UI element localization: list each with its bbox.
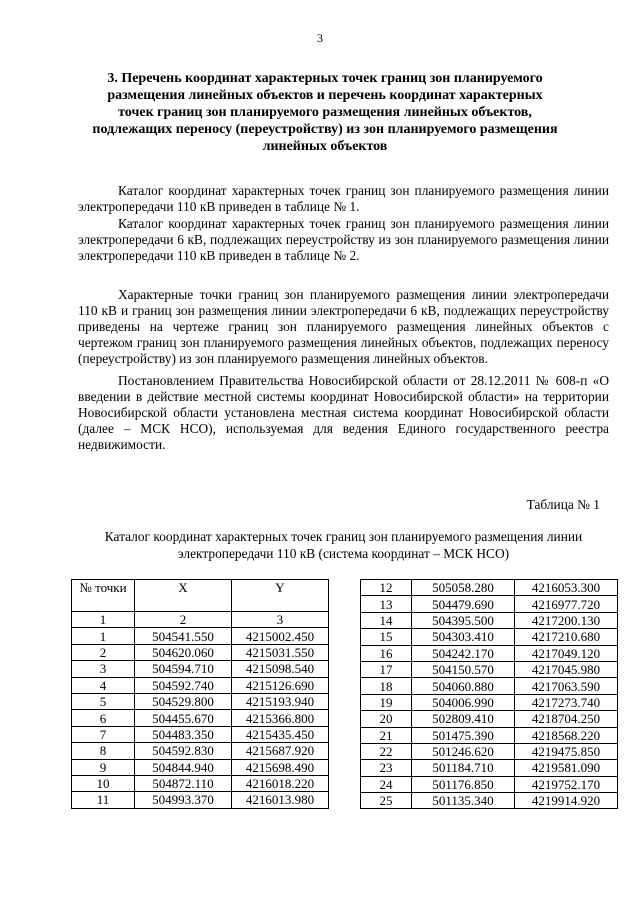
point-number-cell: 20 (361, 711, 412, 727)
y-coordinate-cell: 4215031.550 (232, 644, 329, 660)
x-coordinate-cell: 504455.670 (135, 710, 232, 726)
table-row (361, 645, 618, 661)
y-coordinate-cell: 4215435.450 (232, 726, 329, 742)
header-number-3: 3 (232, 612, 329, 628)
x-coordinate-cell: 502809.410 (412, 711, 515, 727)
point-number-cell: 2 (72, 644, 135, 660)
table-row (361, 727, 618, 743)
y-coordinate-cell: 4215098.540 (232, 661, 329, 677)
table-row (361, 743, 618, 759)
x-coordinate-cell: 504242.170 (412, 645, 515, 661)
point-number-cell: 8 (72, 743, 135, 759)
y-coordinate-cell: 4217045.980 (515, 661, 618, 677)
y-coordinate-cell: 4218704.250 (515, 711, 618, 727)
point-number-cell: 24 (361, 776, 412, 792)
x-coordinate-cell: 501176.850 (412, 776, 515, 792)
table-header-numbers-row (72, 612, 329, 628)
y-coordinate-cell: 4219475.850 (515, 743, 618, 759)
y-coordinate-cell: 4215002.450 (232, 628, 329, 644)
y-coordinate-cell: 4218568.220 (515, 727, 618, 743)
point-number-cell: 21 (361, 727, 412, 743)
table-row (361, 760, 618, 776)
point-number-cell: 1 (72, 628, 135, 644)
point-number-cell: 23 (361, 760, 412, 776)
table-row (72, 628, 329, 644)
table-row (361, 776, 618, 792)
table-row (361, 678, 618, 694)
header-number-2: 2 (135, 612, 232, 628)
table-row (72, 644, 329, 660)
table-row (72, 726, 329, 742)
header-x: X (135, 580, 232, 612)
point-number-cell: 4 (72, 677, 135, 693)
x-coordinate-cell: 504060.880 (412, 678, 515, 694)
point-number-cell: 19 (361, 694, 412, 710)
x-coordinate-cell: 501475.390 (412, 727, 515, 743)
x-coordinate-cell: 504592.830 (135, 743, 232, 759)
x-coordinate-cell: 504479.690 (412, 596, 515, 612)
page-number: 3 (317, 31, 323, 45)
table-row (361, 711, 618, 727)
y-coordinate-cell: 4217200.130 (515, 612, 618, 628)
point-number-cell: 25 (361, 793, 412, 809)
x-coordinate-cell: 504541.550 (135, 628, 232, 644)
y-coordinate-cell: 4215687.920 (232, 743, 329, 759)
point-number-cell: 14 (361, 612, 412, 628)
y-coordinate-cell: 4215193.940 (232, 693, 329, 709)
x-coordinate-cell: 504395.500 (412, 612, 515, 628)
table-row (361, 596, 618, 612)
point-number-cell: 12 (361, 580, 412, 596)
y-coordinate-cell: 4215698.490 (232, 759, 329, 775)
x-coordinate-cell: 504006.990 (412, 694, 515, 710)
header-point-number: № точки (72, 580, 135, 612)
x-coordinate-cell: 501184.710 (412, 760, 515, 776)
paragraph-2: Каталог координат характерных точек границ зон планируемого размещения линии электропередачи 6 кВ, подлежащих переустройству из зон планируемого размещения линии электропередачи 110 кВ приведен в таблице № 2. (78, 216, 609, 263)
y-coordinate-cell: 4216013.980 (232, 792, 329, 808)
y-coordinate-cell: 4216018.220 (232, 775, 329, 791)
point-number-cell: 6 (72, 710, 135, 726)
y-coordinate-cell: 4217063.590 (515, 678, 618, 694)
x-coordinate-cell: 504592.740 (135, 677, 232, 693)
y-coordinate-cell: 4216977.720 (515, 596, 618, 612)
table-row (72, 759, 329, 775)
x-coordinate-cell: 501135.340 (412, 793, 515, 809)
table-row (72, 661, 329, 677)
point-number-cell: 16 (361, 645, 412, 661)
x-coordinate-cell: 504303.410 (412, 629, 515, 645)
header-number-1: 1 (72, 612, 135, 628)
table-label: Таблица № 1 (526, 497, 600, 512)
table-row (72, 743, 329, 759)
x-coordinate-cell: 504620.060 (135, 644, 232, 660)
table-row (361, 629, 618, 645)
header-y: Y (232, 580, 329, 612)
table-row (72, 775, 329, 791)
point-number-cell: 5 (72, 693, 135, 709)
y-coordinate-cell: 4219581.090 (515, 760, 618, 776)
x-coordinate-cell: 504483.350 (135, 726, 232, 742)
point-number-cell: 11 (72, 792, 135, 808)
y-coordinate-cell: 4217049.120 (515, 645, 618, 661)
coordinates-table-left (71, 579, 329, 809)
point-number-cell: 13 (361, 596, 412, 612)
x-coordinate-cell: 504844.940 (135, 759, 232, 775)
y-coordinate-cell: 4219914.920 (515, 793, 618, 809)
y-coordinate-cell: 4215126.690 (232, 677, 329, 693)
y-coordinate-cell: 4216053.300 (515, 580, 618, 596)
table-row (361, 793, 618, 809)
table-caption: Каталог координат характерных точек границ зон планируемого размещения линии электропередачи 110 кВ (система координат – МСК НСО) (104, 529, 583, 561)
point-number-cell: 7 (72, 726, 135, 742)
table-header-row (72, 580, 329, 612)
table-row (361, 661, 618, 677)
x-coordinate-cell: 504529.800 (135, 693, 232, 709)
table-row (361, 612, 618, 628)
table-row (361, 694, 618, 710)
x-coordinate-cell: 504993.370 (135, 792, 232, 808)
coordinates-table-right (360, 579, 618, 809)
point-number-cell: 15 (361, 629, 412, 645)
y-coordinate-cell: 4219752.170 (515, 776, 618, 792)
table-row (72, 792, 329, 808)
y-coordinate-cell: 4217273.740 (515, 694, 618, 710)
point-number-cell: 9 (72, 759, 135, 775)
table-row (72, 677, 329, 693)
point-number-cell: 22 (361, 743, 412, 759)
table-row (72, 710, 329, 726)
table-row (361, 580, 618, 596)
x-coordinate-cell: 505058.280 (412, 580, 515, 596)
x-coordinate-cell: 501246.620 (412, 743, 515, 759)
paragraph-3: Характерные точки границ зон планируемого размещения линии электропередачи 110 кВ и границ зон размещения линии электропередачи 6 кВ, подлежащих переустройству приведены на чертеже границ зон планируемого размещения линейных объектов с чертежом границ зон планируемого размещения линейных объектов, подлежащих переносу (переустройству) из зон планируемого размещения линейных объектов. (78, 287, 609, 366)
point-number-cell: 3 (72, 661, 135, 677)
x-coordinate-cell: 504150.570 (412, 661, 515, 677)
x-coordinate-cell: 504872.110 (135, 775, 232, 791)
y-coordinate-cell: 4217210.680 (515, 629, 618, 645)
point-number-cell: 17 (361, 661, 412, 677)
paragraph-4: Постановлением Правительства Новосибирской области от 28.12.2011 № 608-п «О введении в действие местной системы координат Новосибирской области» на территории Новосибирской области установлена местная система координат Новосибирской области (далее – МСК НСО), используемая для ведения Единого государственного реестра недвижимости. (78, 373, 609, 452)
paragraph-1: Каталог координат характерных точек границ зон планируемого размещения линии электропередачи 110 кВ приведен в таблице № 1. (78, 183, 609, 214)
y-coordinate-cell: 4215366.800 (232, 710, 329, 726)
point-number-cell: 10 (72, 775, 135, 791)
x-coordinate-cell: 504594.710 (135, 661, 232, 677)
table-row (72, 693, 329, 709)
point-number-cell: 18 (361, 678, 412, 694)
section-heading: 3. Перечень координат характерных точек границ зон планируемого размещения линейных объектов и перечень координат характерных точек границ зон планируемого размещения линейных объектов, подлежащих переносу (переустройству) из зон планируемого размещения линейных объектов (92, 71, 558, 154)
